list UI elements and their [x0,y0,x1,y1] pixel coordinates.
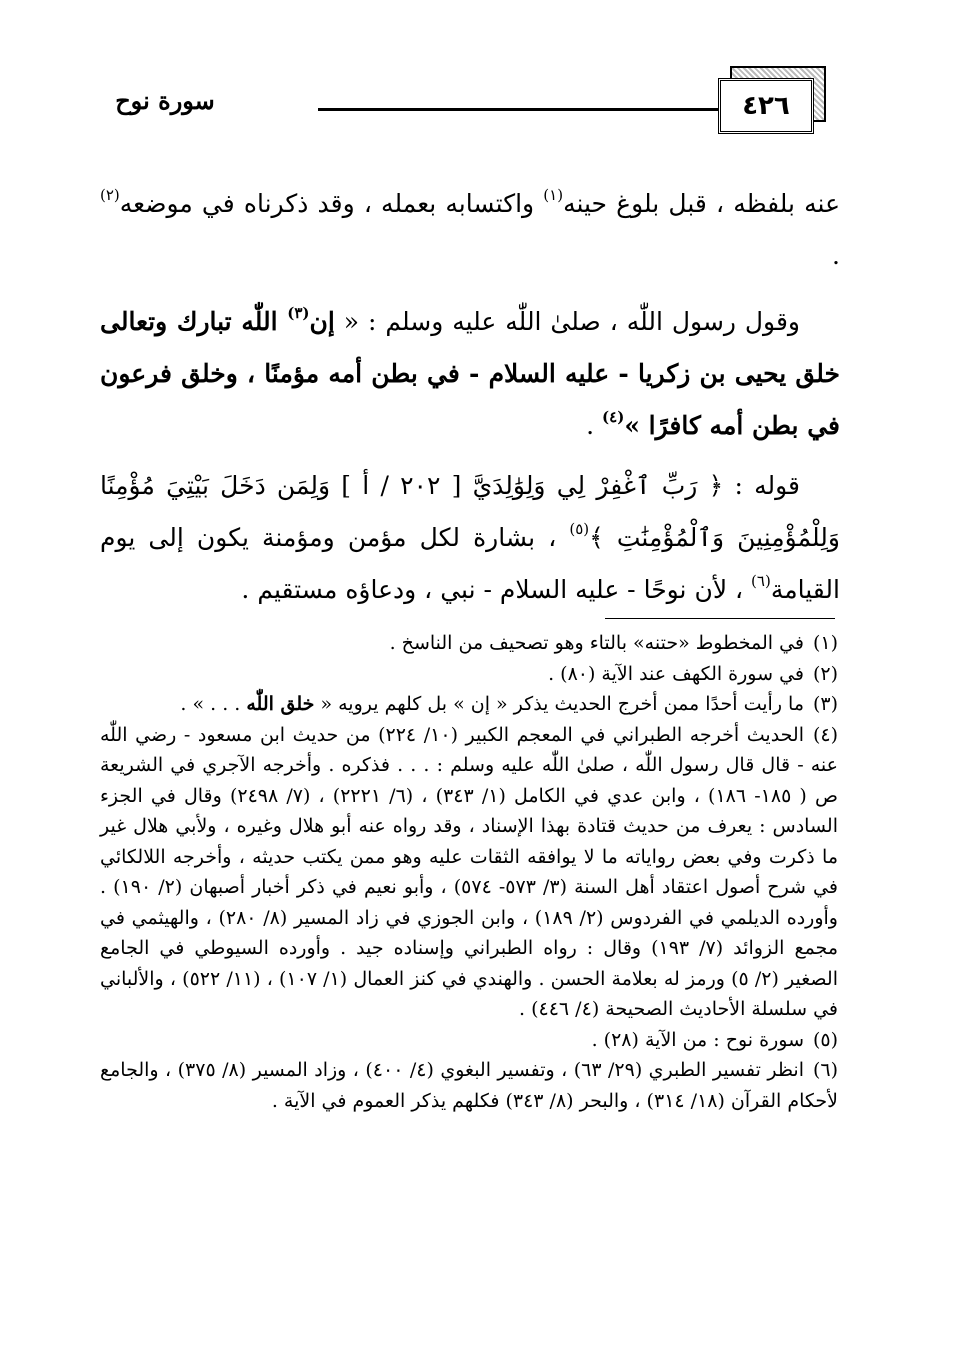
footnote-text: انظر تفسير الطبري (٢٩/ ٦٣) ، وتفسير البغوي (٤/ ٤٠٠) ، وزاد المسير (٨/ ٣٧٥) ، والجامع لأحكام القرآن (١٨/ ٣١٤) ، والبحر (٨/ ٣٤٣) فكلهم يذكر العموم في الآية . [100,1059,838,1112]
footnote-ref-6: (٦) [751,572,771,590]
paragraph-2 [100,296,840,452]
p2-text-a: وقول رسول اللّٰه ، صلىٰ اللّٰه عليه وسلم : « [334,307,800,336]
paragraph-1 [100,178,840,282]
footnote-number: (٢) [812,662,838,685]
footnote-number: (١) [812,632,838,654]
manuscript-ref: [ ٢٠٢ / أ ] [330,471,473,500]
footnote-bold-text: خلق اللّٰه [246,693,315,715]
footnote-5 [100,1025,838,1056]
p3-text-a: قوله : [723,471,801,500]
hadith-text-2: اللّٰه تبارك وتعالى خلق يحيى بن زكريا - عليه السلام - في بطن أمه مؤمنًا ، وخلق فرعون في بطن أمه كافرًا » [100,307,840,440]
footnote-number: (٦) [812,1059,838,1081]
footnote-text-tail: . . . » . [180,693,247,715]
quran-verse-1: ﴿ رَبِّ ٱغْفِرْ لِي وَلِوَٰلِدَيَّ [472,471,724,500]
footnote-6 [100,1055,838,1116]
footnote-text: في سورة الكهف عند الآية (٨٠) . [548,662,804,685]
footnote-text: الحديث أخرجه الطبراني في المعجم الكبير (١٠/ ٢٢٤) من حديث ابن مسعود - رضي اللّٰه عنه - قال قال رسول اللّٰه ، صلىٰ اللّٰه عليه وسلم : . . . فذكره . وأخرجه الآجري في الشريعة ص ( ١٨٥- ١٨٦) ، وابن عدي في الكامل (١/ ٣٤٣) ، (٦/ ٢٢٢١) ، (٧/ ٢٤٩٨) وقال في الجزء السادس : يعرف من حديث قتادة بهذا الإسناد ، وقد رواه عنه أبو هلال وغيره ، ولأبي هلال غير ما ذكرت وفي بعض رواياته ما لا يوافقه الثقات عليه وهو ممن يكتب حديثه ، وأخرجه اللالكائي في شرح أصول اعتقاد أهل السنة (٣/ ٥٧٣- ٥٧٤) ، وأبو نعيم في ذكر أخبار أصبهان (٢/ ١٩٠) . وأورده الديلمي في الفردوس (٢/ ١٨٩) ، وابن الجوزي في زاد المسير (٨/ ٢٨٠) ، والهيثمي في مجمع الزوائد (٧/ ١٩٣) وقال : رواه الطبراني وإسناده جيد . وأورده السيوطي في الجامع الصغير (٢/ ٥) ورمز له بعلامة الحسن . والهندي في كنز العمال (١/ ١٠٧) ، (١١/ ٥٢٢) ، والألباني في سلسلة الأحاديث الصحيحة (٤/ ٤٤٦) . [100,723,838,1020]
footnote-4 [100,720,838,1025]
footnotes [100,628,838,1116]
footnote-text: سورة نوح : من الآية (٢٨) . [591,1028,804,1051]
header-rule [318,108,718,111]
running-title: سورة نوح [115,86,215,115]
quran-verse-2: وَلِمَن دَخَلَ بَيْتِيَ مُؤْمِنًا وَلِلْمُؤْمِنِينَ وَٱلْمُؤْمِنَٰتِ ﴾ [100,471,840,552]
p3-text-b: ، بشارة لكل مؤمن ومؤمنة يكون إلى يوم القيامة [100,523,840,604]
footnote-ref-2: (٢) [100,186,120,204]
footnote-text: ما رأيت أحدًا ممن أخرج الحديث يذكر « إن » بل كلهم يرويه « [314,693,804,715]
footnote-ref-4: (٤) [602,408,625,426]
footnote-ref-1: (١) [543,186,564,204]
p1-text-c: . [832,241,840,270]
paragraph-3 [100,460,840,616]
footnote-3 [100,689,838,720]
p3-text-c: ، لأن نوحًا - عليه السلام - نبي ، ودعاؤه مستقيم . [241,575,752,604]
footnote-number: (٣) [812,693,838,715]
footnote-text: في المخطوط «حتنه» بالتاء وهو تصحيف من الناسخ . [389,632,804,654]
page-number: ٤٢٦ [718,78,814,134]
p1-text-b: واكتسابه بعمله ، وقد ذكرناه في موضعه [119,189,544,218]
footnote-ref-5: (٥) [569,520,590,538]
hadith-text-1: إن [309,307,335,336]
p2-text-c: . [586,411,603,440]
footnote-number: (٤) [812,723,839,746]
footnote-2 [100,659,838,690]
p1-text-a: عنه بلفظه ، قبل بلوغ حينه [563,189,841,218]
footnote-separator [605,618,835,619]
footnote-ref-3: (٣) [287,304,310,322]
footnote-number: (٥) [812,1028,838,1051]
footnote-1 [100,628,838,659]
